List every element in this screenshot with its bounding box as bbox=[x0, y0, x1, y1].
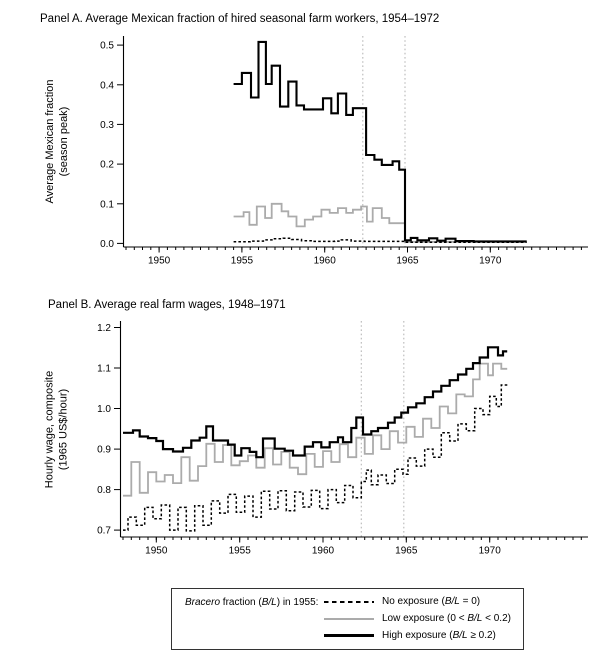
y-tick-label: 0.0 bbox=[100, 238, 114, 250]
panel-a-y-axis-label bbox=[44, 36, 71, 247]
legend-swatch-low-exposure bbox=[324, 618, 374, 620]
y-tick-label: 0.1 bbox=[100, 199, 114, 211]
legend-box bbox=[171, 588, 524, 650]
y-tick-label: 0.9 bbox=[97, 444, 111, 456]
y-tick-label: 0.4 bbox=[100, 80, 114, 92]
panel-b-plot bbox=[97, 321, 588, 557]
series-high-exposure-fraction bbox=[234, 42, 527, 242]
panel-a-plot bbox=[100, 36, 588, 267]
panel-b-title: Panel B. Average real farm wages, 1948–1971 bbox=[48, 299, 286, 311]
y-tick-label: 1.2 bbox=[97, 323, 111, 334]
legend-label-high-exposure: High exposure (B/L ≥ 0.2) bbox=[382, 630, 496, 641]
y-tick-label: 1.1 bbox=[97, 363, 111, 375]
y-tick-label: 0.8 bbox=[97, 485, 111, 497]
x-tick-label: 1950 bbox=[145, 545, 168, 557]
x-tick-label: 1965 bbox=[396, 255, 419, 267]
x-tick-label: 1955 bbox=[228, 545, 251, 557]
legend-header bbox=[185, 597, 318, 608]
x-tick-label: 1950 bbox=[147, 255, 171, 267]
legend-header-bl: B/L bbox=[261, 597, 277, 608]
x-axis bbox=[123, 537, 581, 557]
legend-swatch-high-exposure bbox=[324, 634, 374, 637]
panel-a-title: Panel A. Average Mexican fraction of hired seasonal farm workers, 1954–1972 bbox=[40, 13, 440, 25]
x-tick-label: 1955 bbox=[230, 255, 254, 267]
y-tick-label: 0.3 bbox=[100, 119, 114, 131]
y-tick-label: 0.2 bbox=[100, 159, 114, 171]
y-axis bbox=[97, 323, 120, 537]
legend-header-bracero: Bracero bbox=[185, 597, 221, 608]
series-low-exposure-fraction bbox=[234, 204, 527, 242]
x-tick-label: 1970 bbox=[478, 545, 501, 557]
panel-a-y-axis-label-line1: Average Mexican fraction bbox=[43, 79, 56, 203]
y-tick-label: 1.0 bbox=[97, 404, 111, 415]
legend-label-no-exposure: No exposure (B/L = 0) bbox=[382, 596, 481, 607]
y-tick-label: 0.7 bbox=[97, 525, 111, 537]
x-axis bbox=[126, 247, 581, 267]
legend-swatch-no-exposure bbox=[324, 601, 374, 603]
legend-label-low-exposure: Low exposure (0 < B/L < 0.2) bbox=[382, 613, 511, 624]
y-tick-label: 0.5 bbox=[100, 40, 114, 52]
panel-a-y-axis-label-line2: (season peak) bbox=[57, 106, 69, 176]
panel-b-y-axis-label-line1: Hourly wage, composite bbox=[43, 370, 56, 488]
legend-header-text1: fraction ( bbox=[220, 597, 262, 608]
panel-b-y-axis-label-line2: (1965 US$/hour) bbox=[57, 388, 69, 470]
legend-header-text2: ) in 1955: bbox=[276, 597, 319, 608]
x-tick-label: 1965 bbox=[395, 545, 418, 557]
x-tick-label: 1960 bbox=[313, 255, 336, 267]
x-tick-label: 1970 bbox=[479, 255, 502, 267]
y-axis bbox=[100, 41, 123, 250]
panel-b-y-axis-label bbox=[44, 321, 71, 537]
x-tick-label: 1960 bbox=[311, 545, 335, 557]
